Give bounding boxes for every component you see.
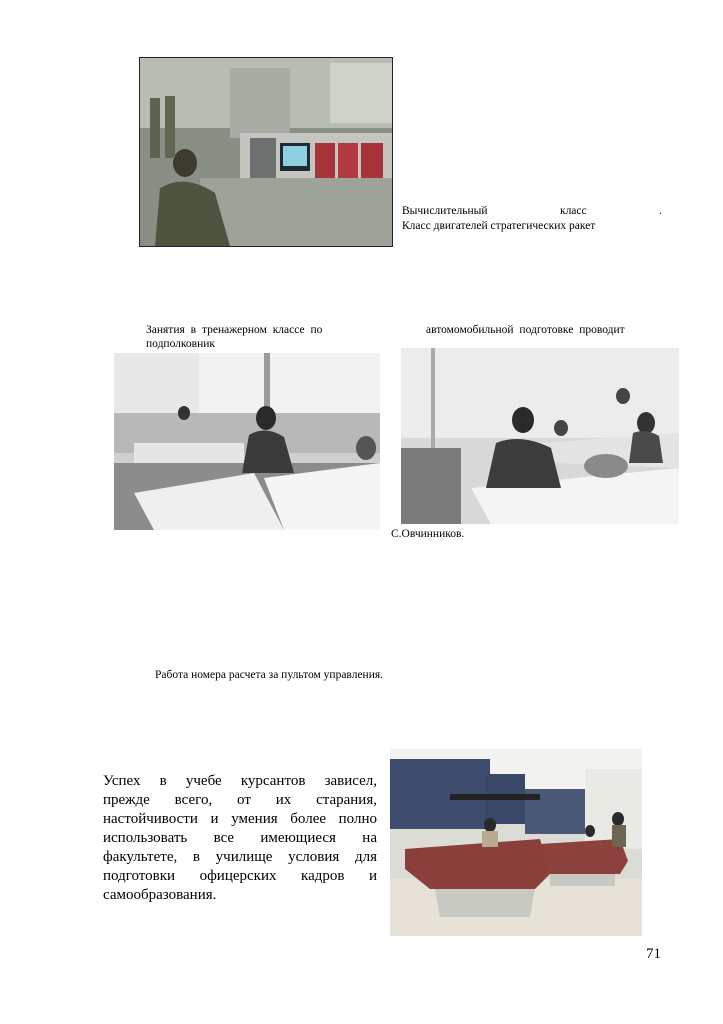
computer-class-caption-line1: [402, 204, 662, 219]
simulator-author: С.Овчинников.: [391, 528, 465, 540]
body-line: использовать все имеющиеся на: [103, 830, 377, 846]
classroom-left-photo: [114, 353, 380, 530]
simulator-caption-right: автомомобильной подготовке проводит: [426, 324, 625, 336]
body-line: факультете, в училище условия для: [103, 849, 377, 865]
body-line: подготовки офицерских кадров и: [103, 868, 377, 884]
body-line: прежде всего, от их старания,: [103, 792, 377, 808]
classroom-right-photo: [401, 348, 679, 524]
driving-simulator-photo: [390, 749, 642, 936]
computer-class-word1: Вычислительный: [402, 205, 488, 217]
computer-class-caption-line2: Класс двигателей стратегических ракет: [402, 220, 596, 232]
page-number: 71: [646, 946, 661, 962]
console-work-caption: Работа номера расчета за пультом управления.: [155, 669, 384, 681]
computer-class-word3: .: [659, 205, 662, 217]
body-line: Успех в учебе курсантов зависел,: [103, 773, 377, 789]
computer-class-word2: класс: [559, 205, 587, 217]
body-line-last: самообразования.: [103, 887, 217, 903]
simulator-caption-line2: подполковник: [146, 338, 215, 350]
control-room-photo: [139, 57, 393, 247]
body-line: настойчивости и умения более полно: [103, 811, 377, 827]
simulator-caption-left: Занятия в тренажерном классе по: [146, 324, 323, 336]
body-paragraph: [103, 772, 377, 905]
